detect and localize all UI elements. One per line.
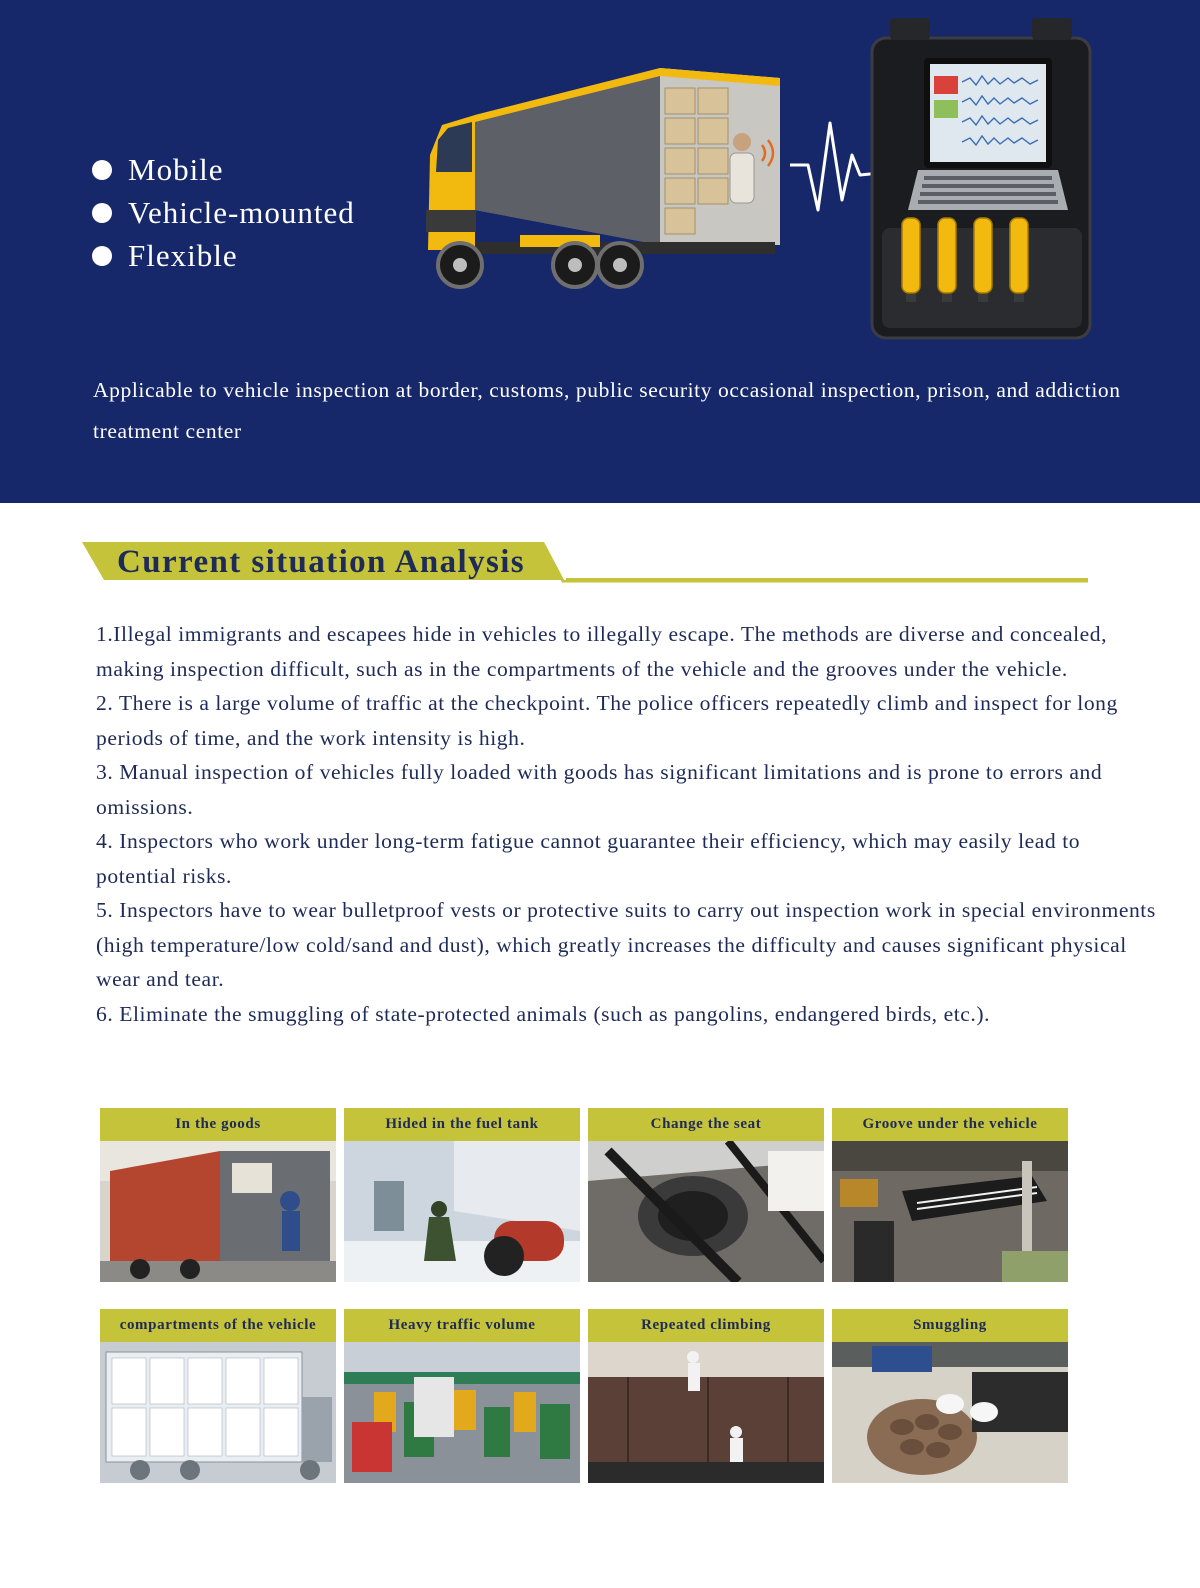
bullet-dot-icon: [92, 246, 112, 266]
feature-item: [92, 191, 355, 234]
feature-item: [92, 234, 355, 277]
bullet-dot-icon: [92, 160, 112, 180]
analysis-list: [96, 617, 1156, 1031]
analysis-item: 3. Manual inspection of vehicles fully loaded with goods has significant limitations and is prone to errors and omissions.: [96, 760, 1103, 819]
feature-item: [92, 148, 355, 191]
tile-caption: compartments of the vehicle: [100, 1309, 336, 1342]
rail-car-climbing-photo: [588, 1342, 824, 1483]
tile-caption: Hided in the fuel tank: [344, 1108, 580, 1141]
analysis-item: 4. Inspectors who work under long-term fatigue cannot guarantee their efficiency, which may easily lead to potential risks.: [96, 829, 1081, 888]
tile-caption: Heavy traffic volume: [344, 1309, 580, 1342]
analysis-item: 5. Inspectors have to wear bulletproof vests or protective suits to carry out inspection work in special environments (high temperature/low cold/sand and dust), which greatly increases the difficulty and causes significant physical wear and tear.: [96, 898, 1156, 991]
gallery-tile-heavy-traffic: [344, 1309, 580, 1485]
section-title: Current situation Analysis: [117, 544, 526, 580]
feature-list: [92, 148, 355, 277]
gallery-tile-compartments: [100, 1309, 336, 1485]
cargo-container-photo: [100, 1141, 336, 1282]
tile-caption: In the goods: [100, 1108, 336, 1141]
under-vehicle-photo: [832, 1141, 1068, 1282]
analysis-item: 1.Illegal immigrants and escapees hide in vehicles to illegally escape. The methods are diverse and concealed, making inspection difficult, such as in the compartments of the vehicle and the grooves under the vehicle.: [96, 622, 1108, 681]
analysis-item: 2. There is a large volume of traffic at the checkpoint. The police officers repeatedly climb and inspect for long periods of time, and the work intensity is high.: [96, 691, 1118, 750]
pangolin-seizure-photo: [832, 1342, 1068, 1483]
hero-banner: [0, 0, 1200, 503]
gallery-tile-in-goods: [100, 1108, 336, 1284]
xray-scan-photo: [100, 1342, 336, 1483]
feature-label: Mobile: [128, 151, 224, 187]
feature-label: Flexible: [128, 237, 238, 273]
gallery-tile-groove-under-vehicle: [832, 1108, 1068, 1284]
fuel-tank-photo: [344, 1141, 580, 1282]
tile-caption: Groove under the vehicle: [832, 1108, 1068, 1141]
seat-compartment-photo: [588, 1141, 824, 1282]
tile-caption: Smuggling: [832, 1309, 1068, 1342]
analysis-item: 6. Eliminate the smuggling of state-protected animals (such as pangolins, endangered birds, etc.).: [96, 1001, 991, 1026]
tile-caption: Change the seat: [588, 1108, 824, 1141]
gallery-tile-repeated-climbing: [588, 1309, 824, 1485]
feature-label: Vehicle-mounted: [128, 194, 355, 230]
gallery-tile-smuggling: [832, 1309, 1068, 1485]
bullet-dot-icon: [92, 203, 112, 223]
gallery-tile-change-seat: [588, 1108, 824, 1284]
applicable-description: Applicable to vehicle inspection at border, customs, public security occasional inspection, prison, and addiction treatment center: [93, 378, 1121, 443]
gallery-tile-fuel-tank: [344, 1108, 580, 1284]
tile-caption: Repeated climbing: [588, 1309, 824, 1342]
truck-illustration: [420, 60, 800, 300]
traffic-checkpoint-photo: [344, 1342, 580, 1483]
detector-case-illustration: [862, 18, 1100, 340]
